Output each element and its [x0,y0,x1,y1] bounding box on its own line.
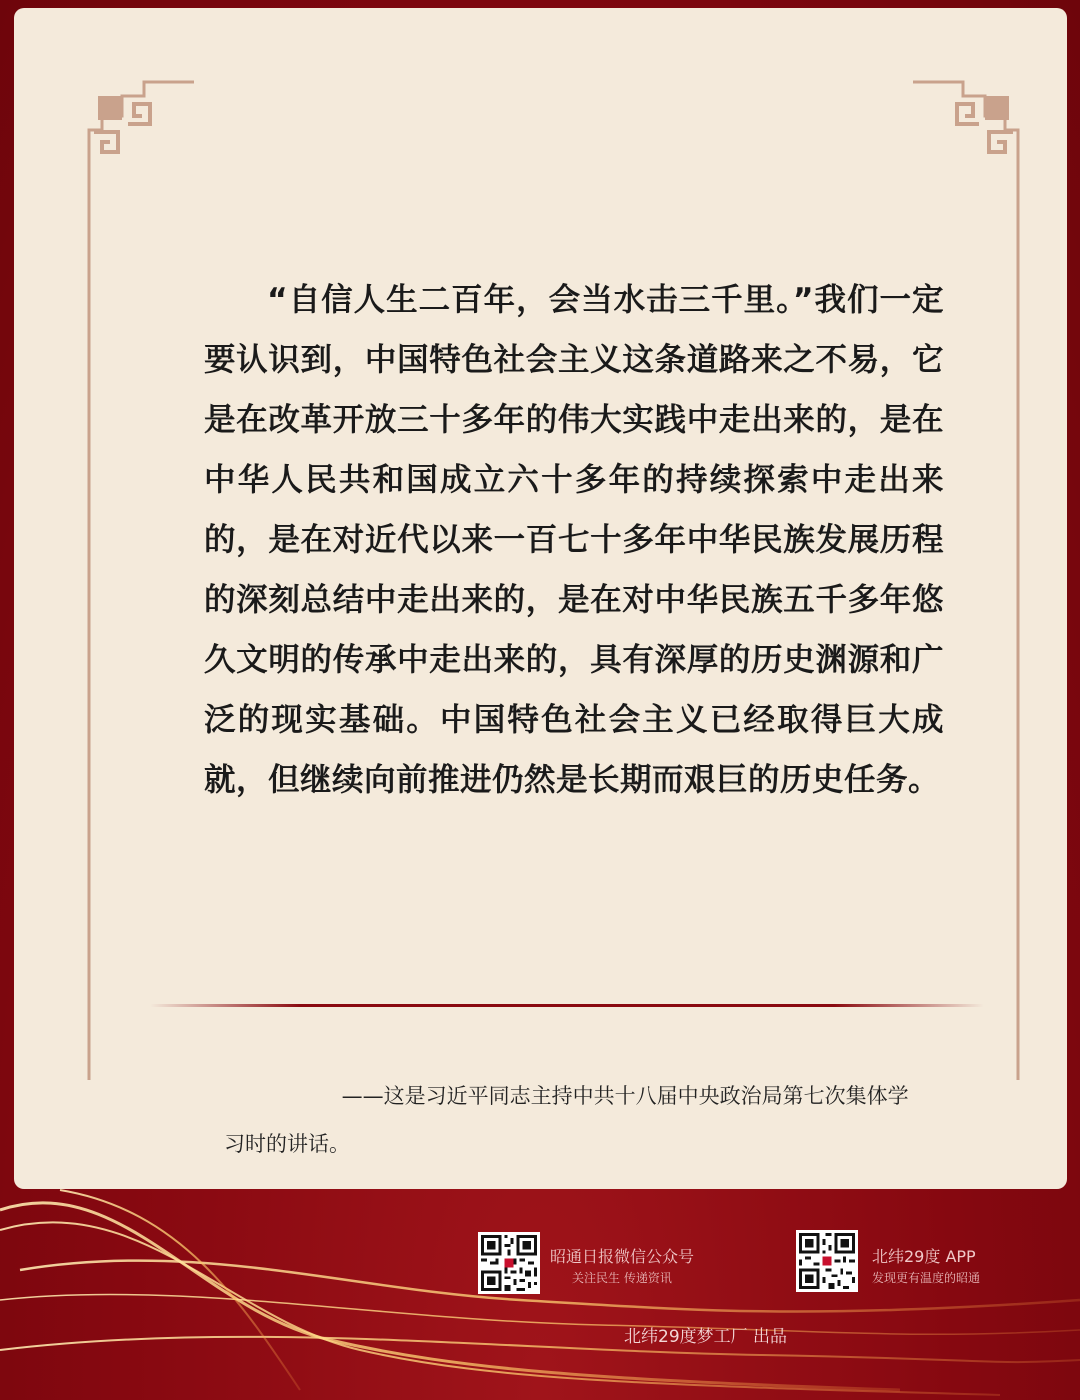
wechat-account-subtitle: 关注民生 传递资讯 [572,1271,672,1285]
wechat-account-title: 昭通日报微信公众号 [550,1247,695,1266]
qr-code-icon [478,1232,540,1294]
quote-card [14,8,1067,1189]
app-subtitle: 发现更有温度的昭通 [872,1271,981,1285]
divider [150,1004,984,1007]
app-title: 北纬29度 APP [872,1247,976,1266]
quote-text: “自信人生二百年，会当水击三千里。”我们一定要认识到，中国特色社会主义这条道路来之不易，它是在改革开放三十多年的伟大实践中走出来的，是在中华人民共和国成立六十多年的持续探索中走出来的，是在对近代以来一百七十多年中华民族发展历程的深刻总结中走出来的，是在对中华民族五千多年悠久文明的传承中走出来的，具有深厚的历史渊源和广泛的现实基础。中国特色社会主义已经取得巨大成就，但继续向前推进仍然是长期而艰巨的历史任务。 [204,282,944,798]
producer-credit: 北纬29度梦工厂 出品 [624,1327,788,1347]
qr-code-icon [796,1230,858,1292]
wechat-qr-code[interactable] [478,1232,540,1294]
source-note: ——这是习近平同志主持中共十八届中央政治局第七次集体学习时的讲话。 [224,1084,909,1156]
app-qr-code[interactable] [796,1230,858,1292]
